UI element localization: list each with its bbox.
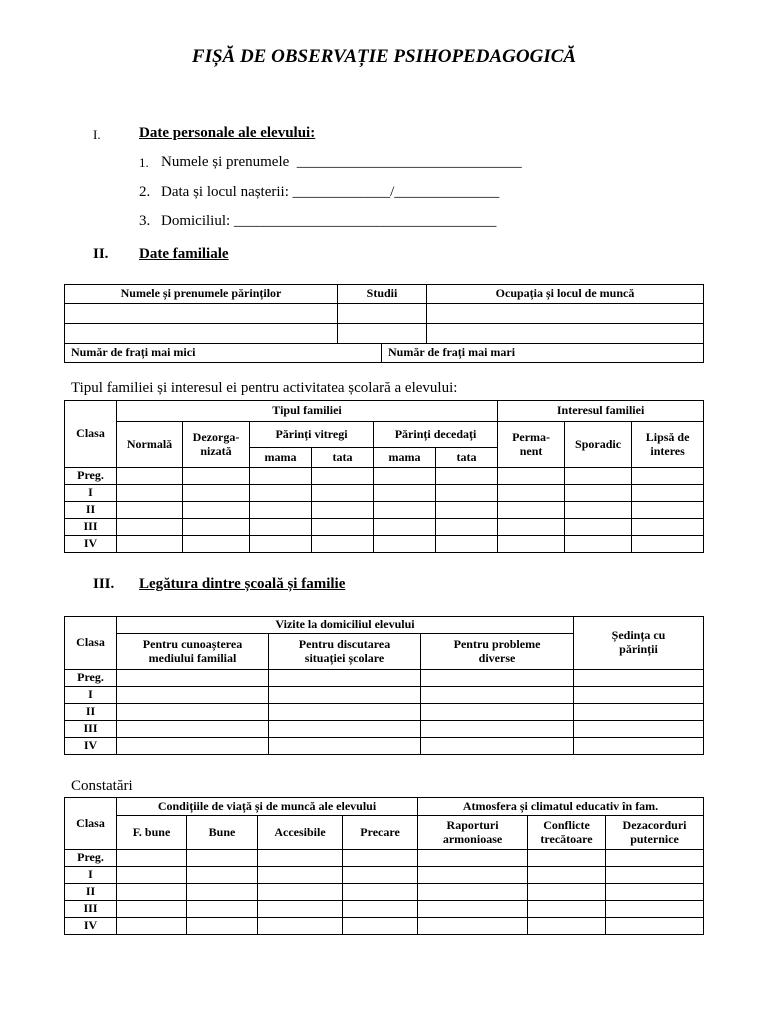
parents-table <box>64 284 704 363</box>
table-cell[interactable] <box>312 468 374 485</box>
table-cell[interactable] <box>269 738 421 755</box>
table-cell[interactable] <box>343 918 418 935</box>
table-cell[interactable] <box>250 519 312 536</box>
col-header-tata: tata <box>436 448 498 468</box>
table-cell[interactable] <box>117 867 187 884</box>
table-cell[interactable] <box>117 502 183 519</box>
table-cell[interactable] <box>187 850 258 867</box>
table-cell[interactable] <box>606 850 704 867</box>
table-cell[interactable] <box>117 850 187 867</box>
table-cell[interactable] <box>343 901 418 918</box>
row-label: I <box>65 867 117 884</box>
table-cell[interactable] <box>565 519 632 536</box>
table-cell[interactable] <box>65 324 338 344</box>
col-header-atmosfera: Atmosfera și climatul educativ în fam. <box>418 798 704 816</box>
col-header-vizite: Vizite la domiciliul elevului <box>117 617 574 634</box>
section-2-title: Date familiale <box>139 246 229 262</box>
table-cell[interactable] <box>606 867 704 884</box>
table-cell[interactable] <box>418 918 528 935</box>
table-cell[interactable] <box>565 485 632 502</box>
table-cell[interactable] <box>187 884 258 901</box>
col-header-job: Ocupația și locul de muncă <box>427 285 704 304</box>
family-table <box>64 400 704 553</box>
section-2-number: II. <box>93 246 109 262</box>
col-header-raporturi: Raporturi armonioase <box>418 816 528 850</box>
col-header-discutare: Pentru discutarea situației școlare <box>269 634 421 670</box>
table-cell[interactable] <box>574 721 704 738</box>
table-cell[interactable] <box>632 468 704 485</box>
table-cell[interactable] <box>187 867 258 884</box>
table-cell[interactable] <box>183 536 250 553</box>
table-cell[interactable] <box>528 850 606 867</box>
col-header-conflicte: Conflicte trecătoare <box>528 816 606 850</box>
table-cell[interactable] <box>117 536 183 553</box>
table-cell[interactable] <box>258 867 343 884</box>
table-cell[interactable] <box>187 918 258 935</box>
table-cell[interactable] <box>258 901 343 918</box>
table-cell[interactable] <box>528 918 606 935</box>
table-cell[interactable] <box>269 704 421 721</box>
table-cell[interactable] <box>632 519 704 536</box>
table-cell[interactable] <box>183 485 250 502</box>
birth-field[interactable]: Data și locul nașterii: _____________/______________ <box>161 184 500 200</box>
address-field[interactable]: Domiciliul: ___________________________________ <box>161 213 497 229</box>
col-header-conditii: Condițiile de viață și de muncă ale elevului <box>117 798 418 816</box>
col-header-sporadic: Sporadic <box>565 422 632 468</box>
table-cell[interactable] <box>117 704 269 721</box>
table-cell[interactable] <box>65 304 338 324</box>
table-cell[interactable] <box>574 687 704 704</box>
table-cell[interactable] <box>269 670 421 687</box>
col-header-vitregi: Părinți vitregi <box>250 422 374 448</box>
table-cell[interactable] <box>418 867 528 884</box>
table-cell[interactable] <box>343 884 418 901</box>
table-cell[interactable] <box>117 738 269 755</box>
col-header-clasa: Clasa <box>65 798 117 850</box>
table-cell[interactable] <box>421 687 574 704</box>
col-header-probleme: Pentru probleme diverse <box>421 634 574 670</box>
table-cell[interactable] <box>374 502 436 519</box>
table-cell[interactable] <box>574 670 704 687</box>
table-cell[interactable] <box>338 324 427 344</box>
table-cell[interactable] <box>606 901 704 918</box>
row-label: III <box>65 901 117 918</box>
table-cell[interactable] <box>117 884 187 901</box>
table-cell[interactable] <box>436 502 498 519</box>
table-cell[interactable] <box>117 519 183 536</box>
table-cell[interactable] <box>374 485 436 502</box>
table-cell[interactable] <box>498 468 565 485</box>
table-cell[interactable] <box>436 536 498 553</box>
item-1-number: 1. <box>139 155 149 170</box>
table-cell[interactable] <box>258 918 343 935</box>
row-label: IV <box>65 536 117 553</box>
table-cell[interactable] <box>436 485 498 502</box>
section-3-title: Legătura dintre școală și familie <box>139 576 346 592</box>
table-cell[interactable] <box>312 519 374 536</box>
table-cell[interactable] <box>528 867 606 884</box>
constatari-table <box>64 797 704 935</box>
table-cell[interactable] <box>374 519 436 536</box>
col-header-fbune: F. bune <box>117 816 187 850</box>
col-header-normala: Normală <box>117 422 183 468</box>
col-header-studies: Studii <box>338 285 427 304</box>
table-cell[interactable] <box>528 884 606 901</box>
table-cell[interactable] <box>632 536 704 553</box>
row-label: II <box>65 704 117 721</box>
table-cell[interactable] <box>632 485 704 502</box>
row-label: I <box>65 485 117 502</box>
constatari-caption: Constatări <box>71 778 133 794</box>
table-cell[interactable] <box>427 324 704 344</box>
table-cell[interactable] <box>343 850 418 867</box>
col-header-dezacorduri: Dezacorduri puternice <box>606 816 704 850</box>
table-cell[interactable] <box>436 519 498 536</box>
table-cell[interactable] <box>418 850 528 867</box>
section-1-title: Date personale ale elevului: <box>139 125 316 141</box>
page-title: FIȘĂ DE OBSERVAȚIE PSIHOPEDAGOGICĂ <box>191 46 577 67</box>
table-cell[interactable] <box>258 884 343 901</box>
row-label: III <box>65 721 117 738</box>
row-label: II <box>65 884 117 901</box>
table-cell[interactable] <box>421 670 574 687</box>
table-cell[interactable] <box>574 738 704 755</box>
table-cell[interactable] <box>606 884 704 901</box>
table-cell[interactable] <box>312 536 374 553</box>
table-cell[interactable] <box>183 468 250 485</box>
table-cell[interactable] <box>374 468 436 485</box>
table-cell[interactable] <box>528 901 606 918</box>
table-cell[interactable] <box>250 536 312 553</box>
table-cell[interactable] <box>498 485 565 502</box>
col-header-lipsa: Lipsă de interes <box>632 422 704 468</box>
table-cell[interactable] <box>117 485 183 502</box>
table-cell[interactable] <box>312 502 374 519</box>
col-header-permanent: Perma- nent <box>498 422 565 468</box>
table-cell[interactable] <box>498 502 565 519</box>
table-cell[interactable] <box>421 738 574 755</box>
table-cell[interactable] <box>117 901 187 918</box>
table-cell[interactable] <box>565 502 632 519</box>
table-cell[interactable] <box>632 502 704 519</box>
col-header-mama: mama <box>374 448 436 468</box>
table-cell[interactable] <box>436 468 498 485</box>
table-cell[interactable] <box>117 918 187 935</box>
col-header-tip: Tipul familiei <box>117 401 498 422</box>
name-field[interactable]: Numele și prenumele ______________________________ <box>161 154 522 170</box>
col-header-interes: Interesul familiei <box>498 401 704 422</box>
table-cell[interactable] <box>574 704 704 721</box>
row-label: Preg. <box>65 468 117 485</box>
table-cell[interactable] <box>117 670 269 687</box>
table-cell[interactable] <box>421 704 574 721</box>
col-header-decedati: Părinți decedați <box>374 422 498 448</box>
table-cell[interactable] <box>565 468 632 485</box>
col-header-mama: mama <box>250 448 312 468</box>
col-header-sedinta: Ședința cu părinții <box>574 617 704 670</box>
visits-table <box>64 616 704 755</box>
younger-siblings-label: Număr de frați mai mici <box>65 344 382 363</box>
table-cell[interactable] <box>250 468 312 485</box>
table-cell[interactable] <box>343 867 418 884</box>
section-3-number: III. <box>93 576 115 592</box>
table-cell[interactable] <box>565 536 632 553</box>
table-cell[interactable] <box>250 502 312 519</box>
col-header-accesibile: Accesibile <box>258 816 343 850</box>
table-cell[interactable] <box>117 721 269 738</box>
table-cell[interactable] <box>258 850 343 867</box>
table-cell[interactable] <box>187 901 258 918</box>
col-header-dezorganizata: Dezorga- nizată <box>183 422 250 468</box>
table-cell[interactable] <box>606 918 704 935</box>
row-label: IV <box>65 918 117 935</box>
table-cell[interactable] <box>418 884 528 901</box>
table-cell[interactable] <box>250 485 312 502</box>
row-label: III <box>65 519 117 536</box>
table-cell[interactable] <box>269 687 421 704</box>
col-header-clasa: Clasa <box>65 401 117 468</box>
table-cell[interactable] <box>421 721 574 738</box>
table-cell[interactable] <box>183 502 250 519</box>
col-header-tata: tata <box>312 448 374 468</box>
row-label: I <box>65 687 117 704</box>
table-cell[interactable] <box>117 687 269 704</box>
row-label: Preg. <box>65 670 117 687</box>
table-cell[interactable] <box>427 304 704 324</box>
table-cell[interactable] <box>338 304 427 324</box>
item-3-number: 3. <box>139 213 151 229</box>
col-header-bune: Bune <box>187 816 258 850</box>
col-header-cunoastere: Pentru cunoașterea mediului familial <box>117 634 269 670</box>
section-1-number: I. <box>93 127 101 142</box>
row-label: II <box>65 502 117 519</box>
family-caption: Tipul familiei și interesul ei pentru activitatea școlară a elevului: <box>71 380 458 396</box>
table-cell[interactable] <box>418 901 528 918</box>
table-cell[interactable] <box>498 536 565 553</box>
table-cell[interactable] <box>498 519 565 536</box>
col-header-name: Numele și prenumele părinților <box>65 285 338 304</box>
table-cell[interactable] <box>117 468 183 485</box>
col-header-clasa: Clasa <box>65 617 117 670</box>
row-label: IV <box>65 738 117 755</box>
table-cell[interactable] <box>312 485 374 502</box>
table-cell[interactable] <box>269 721 421 738</box>
older-siblings-label: Număr de frați mai mari <box>382 344 704 363</box>
row-label: Preg. <box>65 850 117 867</box>
col-header-precare: Precare <box>343 816 418 850</box>
table-cell[interactable] <box>374 536 436 553</box>
table-cell[interactable] <box>183 519 250 536</box>
item-2-number: 2. <box>139 184 151 200</box>
